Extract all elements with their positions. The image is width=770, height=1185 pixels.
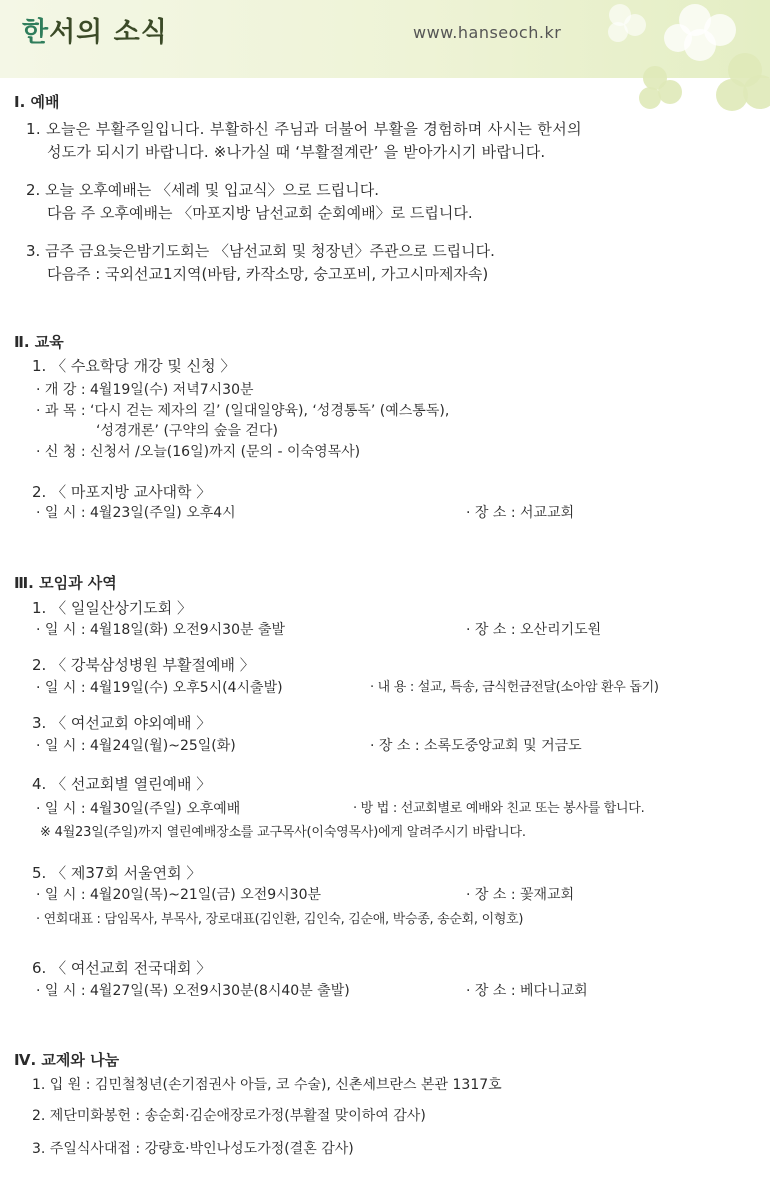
worship-item-2-line-2: 다음 주 오후예배는 〈마포지방 남선교회 순회예배〉로 드립니다. xyxy=(47,204,473,222)
fellowship-item-2: 2. 제단미화봉헌 : 송순회·김순애장로가정(부활절 맞이하여 감사) xyxy=(32,1108,426,1124)
meeting-item-6-date: · 일 시 : 4월27일(목) 오전9시30분(8시40분 출발) xyxy=(36,983,350,999)
meeting-item-5-title: 5. 〈 제37회 서울연회 〉 xyxy=(32,864,202,882)
meeting-item-5-date: · 일 시 : 4월20일(목)~21일(금) 오전9시30분 xyxy=(36,887,322,903)
meeting-item-3-place: · 장 소 : 소록도중앙교회 및 거금도 xyxy=(370,738,582,754)
education-item-2-date: · 일 시 : 4월23일(주일) 오후4시 xyxy=(36,505,236,521)
fellowship-item-1: 1. 입 원 : 김민철청년(손기점권사 아들, 코 수술), 신촌세브란스 본관 1317호 xyxy=(32,1077,502,1093)
education-item-1-subjects: · 과 목 : ‘다시 걷는 제자의 길’ (일대일양육), ‘성경통독’ (예스통독), xyxy=(36,403,450,419)
meeting-item-4-title: 4. 〈 선교회별 열린예배 〉 xyxy=(32,775,212,793)
education-item-2-title: 2. 〈 마포지방 교사대학 〉 xyxy=(32,483,212,501)
worship-item-1-line-1: 1. 오늘은 부활주일입니다. 부활하신 주님과 더불어 부활을 경험하며 사시는 한서의 xyxy=(26,120,582,138)
worship-item-3-line-2: 다음주 : 국외선교1지역(바탐, 카작소망, 숭고포비, 가고시마제자속) xyxy=(47,265,489,283)
meeting-item-6-place: · 장 소 : 베다니교회 xyxy=(466,983,588,999)
education-item-1-subjects-cont: ‘성경개론’ (구약의 숲을 걷다) xyxy=(96,423,278,439)
worship-item-2-line-1: 2. 오늘 오후예배는 〈세례 및 입교식〉으로 드립니다. xyxy=(26,181,380,199)
section-title-meetings: Ⅲ. 모임과 사역 xyxy=(14,574,117,592)
meeting-item-5-place: · 장 소 : 꽃재교회 xyxy=(466,887,575,903)
education-item-2-place: · 장 소 : 서교교회 xyxy=(466,505,575,521)
meeting-item-3-date: · 일 시 : 4월24일(월)~25일(화) xyxy=(36,738,236,754)
education-item-1-title: 1. 〈 수요학당 개강 및 신청 〉 xyxy=(32,357,236,375)
meeting-item-4-note: ※ 4월23일(주일)까지 열린예배장소를 교구목사(이숙영목사)에게 알려주시기 바랍니다. xyxy=(40,825,526,840)
meeting-item-2-date: · 일 시 : 4월19일(수) 오후5시(4시출발) xyxy=(36,680,283,696)
meeting-item-2-title: 2. 〈 강북삼성병원 부활절예배 〉 xyxy=(32,656,255,674)
meeting-item-1-place: · 장 소 : 오산리기도원 xyxy=(466,622,602,638)
meeting-item-1-title: 1. 〈 일일산상기도회 〉 xyxy=(32,599,193,617)
website-url: www.hanseoch.kr xyxy=(413,23,562,42)
worship-item-1-line-2: 성도가 되시기 바랍니다. ※나가실 때 ‘부활절계란’ 을 받아가시기 바랍니다. xyxy=(47,143,546,161)
meeting-item-3-title: 3. 〈 여선교회 야외예배 〉 xyxy=(32,714,212,732)
section-title-education: Ⅱ. 교육 xyxy=(14,333,64,351)
meeting-item-2-content: · 내 용 : 설교, 특송, 금식헌금전달(소아암 환우 돕기) xyxy=(370,680,659,695)
education-item-1-date: · 개 강 : 4월19일(수) 저녁7시30분 xyxy=(36,382,254,398)
meeting-item-6-title: 6. 〈 여선교회 전국대회 〉 xyxy=(32,959,212,977)
page-title-rest: 서의 소식 xyxy=(49,17,168,48)
section-title-fellowship: Ⅳ. 교제와 나눔 xyxy=(14,1051,120,1069)
education-item-1-apply: · 신 청 : 신청서 /오늘(16일)까지 (문의 - 이숙영목사) xyxy=(36,444,361,460)
meeting-item-4-method: · 방 법 : 선교회별로 예배와 친교 또는 봉사를 합니다. xyxy=(353,801,645,816)
fellowship-item-3: 3. 주일식사대접 : 강량호·박인나성도가정(결혼 감사) xyxy=(32,1141,354,1157)
meeting-item-1-date: · 일 시 : 4월18일(화) 오전9시30분 출발 xyxy=(36,622,285,638)
meeting-item-5-delegates: · 연회대표 : 담임목사, 부목사, 장로대표(김인환, 김인숙, 김순애, 박승종, 송순회, 이형호) xyxy=(36,912,524,927)
section-title-worship: Ⅰ. 예배 xyxy=(14,93,60,111)
page-title-accent: 한 xyxy=(22,17,50,48)
meeting-item-4-date: · 일 시 : 4월30일(주일) 오후예배 xyxy=(36,801,241,817)
worship-item-3-line-1: 3. 금주 금요늦은밤기도회는 〈남선교회 및 청장년〉주관으로 드립니다. xyxy=(26,242,495,260)
